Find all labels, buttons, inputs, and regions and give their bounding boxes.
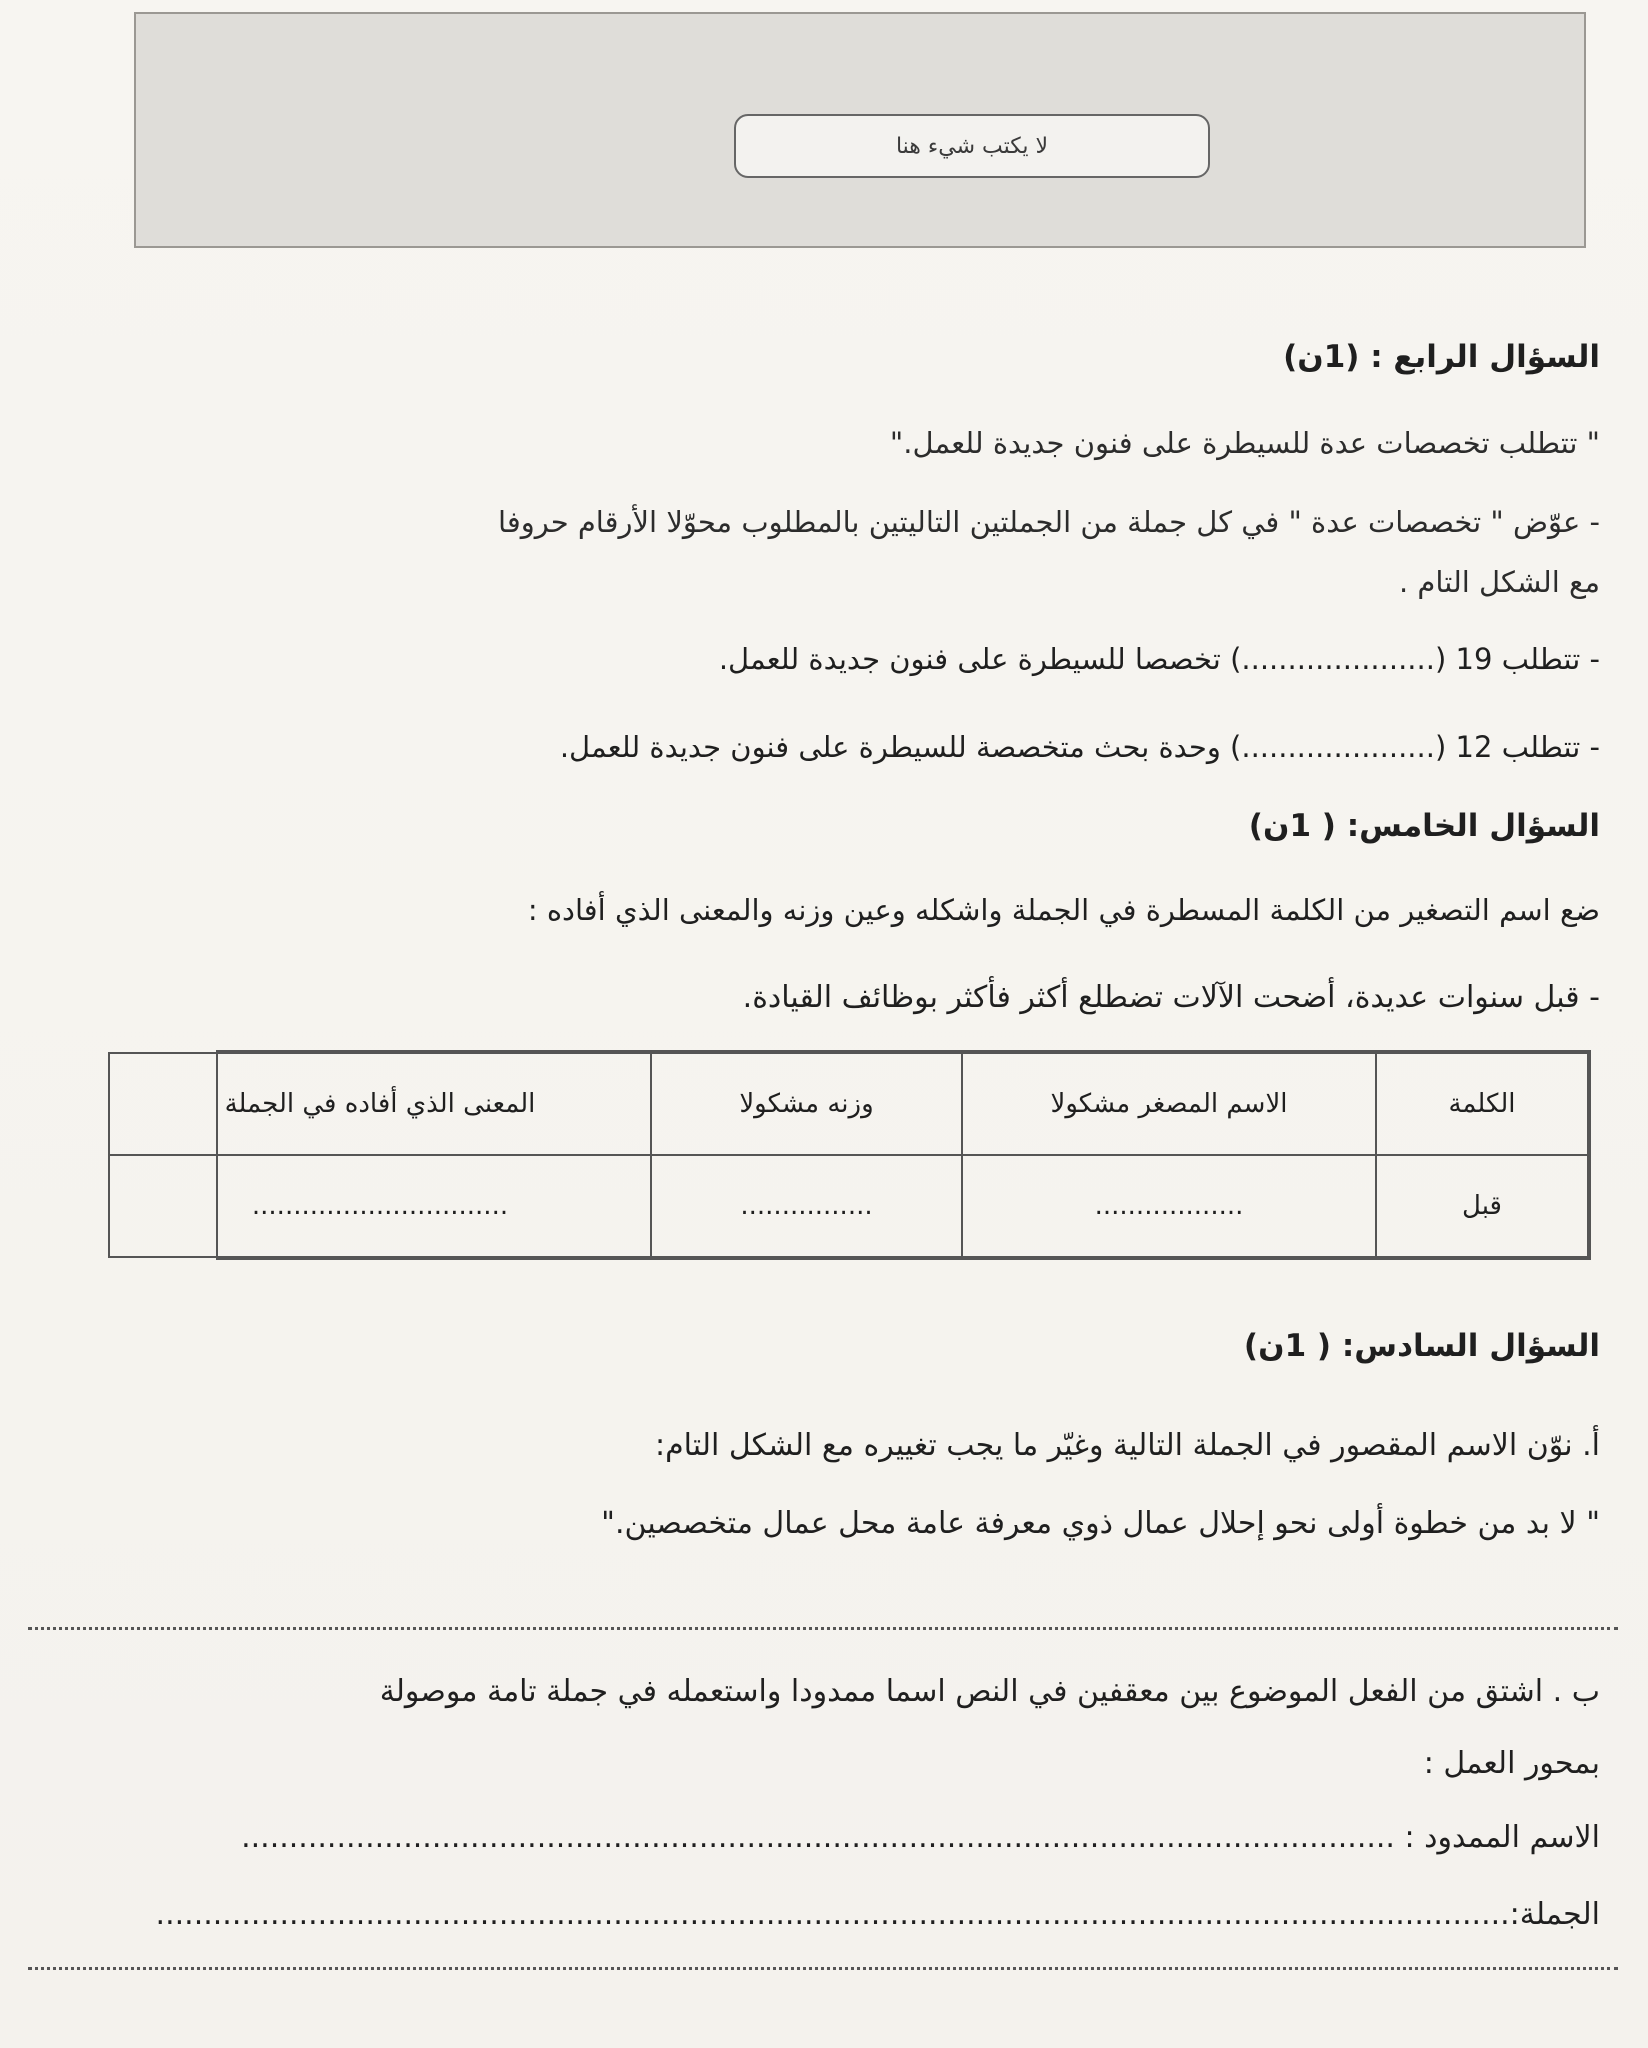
table-header-row [109, 1053, 1588, 1155]
question-6-part-a: أ. نوّن الاسم المقصور في الجملة التالية وغيّر ما يجب تغييره مع الشكل التام: [654, 1428, 1600, 1463]
row-diminutive-blank: .................. [962, 1155, 1376, 1257]
header-diminutive: الاسم المصغر مشكولا [962, 1053, 1376, 1155]
answer-dotted-line-2 [28, 1967, 1618, 1970]
row-word: قبل [1376, 1155, 1588, 1257]
question-5-sentence: - قبل سنوات عديدة، أضحت الآلات تضطلع أكثر فأكثر بوظائف القيادة. [742, 980, 1600, 1015]
question-4-instruction-line-1: - عوّض " تخصصات عدة " في كل جملة من الجملتين التاليتين بالمطلوب محوّلا الأرقام حروفا [498, 505, 1600, 539]
question-6-label-1: الاسم الممدود : ......................................................................................................................... [241, 1820, 1600, 1855]
question-6-part-b-line-2: بمحور العمل : [1423, 1746, 1600, 1781]
question-4-item-2: - تتطلب 12 (.....................) وحدة بحث متخصصة للسيطرة على فنون جديدة للعمل. [559, 730, 1600, 764]
header-meaning: المعنى الذي أفاده في الجملة [109, 1053, 651, 1155]
question-6-label-2: الجملة:.............................................................................................................................................. [155, 1897, 1600, 1932]
question-5-table [216, 1050, 1591, 1260]
question-4-quote: " تتطلب تخصصات عدة للسيطرة على فنون جديدة للعمل." [889, 426, 1600, 460]
table-row [109, 1155, 1588, 1257]
question-6-title: السؤال السادس: ( 1ن) [1243, 1328, 1600, 1364]
header-pattern: وزنه مشكولا [651, 1053, 962, 1155]
row-pattern-blank: ................ [651, 1155, 962, 1257]
answer-dotted-line-1 [28, 1627, 1618, 1630]
question-6-part-b-line-1: ب . اشتق من الفعل الموضوع بين معقفين في النص اسما ممدودا واستعمله في جملة تامة موصولة [379, 1674, 1600, 1709]
question-5-instruction: ضع اسم التصغير من الكلمة المسطرة في الجملة واشكله وعين وزنه والمعنى الذي أفاده : [527, 893, 1600, 927]
row-meaning-blank: ............................... [109, 1155, 651, 1257]
question-5-title: السؤال الخامس: ( 1ن) [1248, 808, 1600, 844]
header-word: الكلمة [1376, 1053, 1588, 1155]
analysis-table [108, 1052, 1589, 1258]
question-6-quote: " لا بد من خطوة أولى نحو إحلال عمال ذوي معرفة عامة محل عمال متخصصين." [601, 1506, 1600, 1541]
header-label: لا يكتب شيء هنا [734, 114, 1210, 178]
question-4-item-1: - تتطلب 19 (.....................) تخصصا للسيطرة على فنون جديدة للعمل. [718, 642, 1600, 676]
header-box [134, 12, 1586, 248]
question-4-instruction-line-2: مع الشكل التام . [1398, 565, 1600, 599]
question-4-title: السؤال الرابع : (1ن) [1283, 339, 1600, 375]
